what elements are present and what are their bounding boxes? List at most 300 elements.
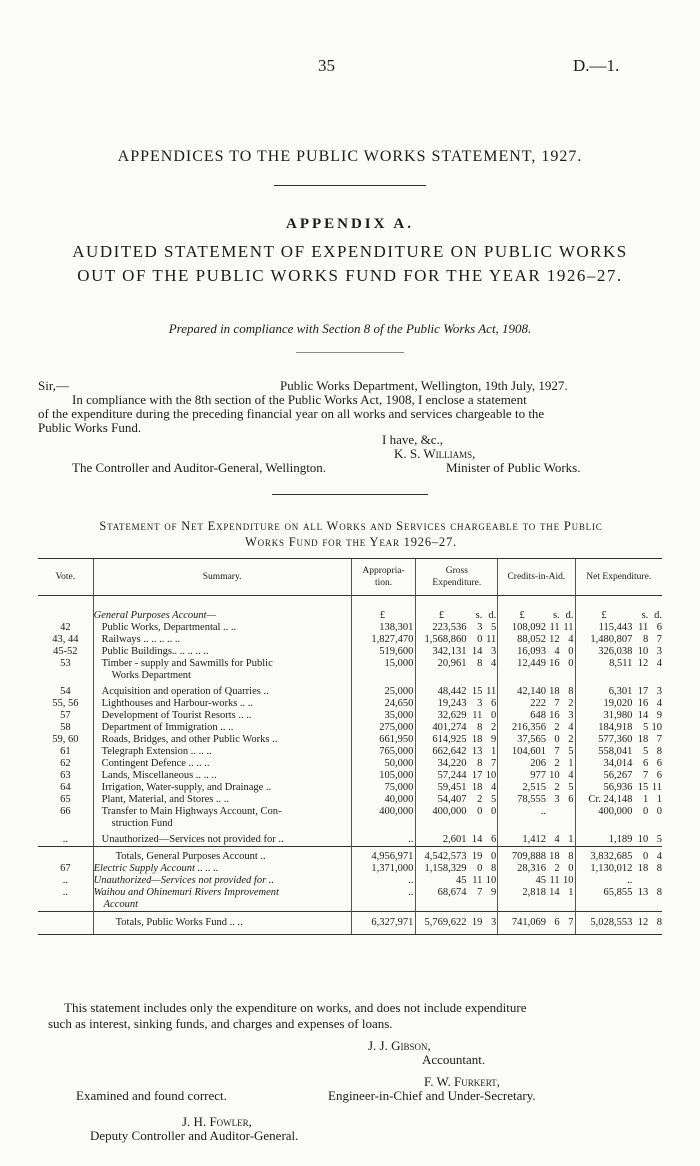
- vote-cell: 53: [60, 658, 71, 669]
- credits-shillings-cell: 0: [554, 734, 560, 745]
- credits-pence-cell: 6: [568, 794, 574, 805]
- net-shillings-cell: 13: [637, 887, 649, 898]
- summary-text: Lands, Miscellaneous .. .. ..: [101, 770, 217, 781]
- table-row: [38, 794, 662, 806]
- summary-cell: [93, 646, 351, 658]
- table-row: [38, 698, 662, 710]
- spacer: [498, 596, 575, 611]
- unit-label: £: [416, 610, 467, 622]
- net-shillings-cell: 8: [643, 634, 649, 645]
- net-shillings-cell: 18: [637, 734, 649, 745]
- summary-cell: [93, 682, 351, 698]
- net-shillings-cell: 10: [637, 834, 649, 845]
- net-pence-cell: 5: [656, 834, 662, 845]
- statement-heading: [37, 518, 665, 550]
- net-shillings-cell: 11: [638, 622, 649, 633]
- net-shillings-cell: 10: [637, 646, 649, 657]
- note-line: This statement includes only the expenditure on works, and does not include expenditure: [64, 1000, 527, 1015]
- credits-pence-cell: 11: [563, 622, 574, 633]
- summary-cell: [93, 794, 351, 806]
- net-pence-cell: 6: [656, 758, 662, 769]
- summary-cell: [93, 634, 351, 646]
- credits-shillings-cell: 4: [554, 834, 560, 845]
- net-pence-cell: 3: [656, 646, 662, 657]
- header-gross: [416, 559, 498, 596]
- signature-name: J. J. Gibson,: [368, 1038, 431, 1053]
- gross-pence-cell: 6: [490, 834, 497, 845]
- summary-text: Unauthorized—Services not provided for ..: [93, 875, 275, 886]
- vote-cell: 64: [60, 782, 71, 793]
- gross-pounds-cell: 1,158,329: [416, 863, 467, 875]
- appropriation-cell: 6,327,971: [351, 912, 416, 935]
- summary-cell: [93, 830, 351, 847]
- gross-shillings-cell: 0: [477, 863, 483, 874]
- header-credits: Credits-in-Aid.: [498, 559, 575, 596]
- prepared-note: Prepared in compliance with Section 8 of the Public Works Act, 1908.: [168, 321, 532, 336]
- net-shillings-cell: 17: [637, 686, 649, 697]
- net-pounds-cell: 1,130,012: [575, 863, 632, 875]
- divider: [272, 494, 428, 495]
- gross-shillings-cell: 14: [471, 646, 483, 657]
- gross-pounds-cell: 401,274: [416, 722, 467, 734]
- credits-pence-cell: 1: [568, 887, 574, 898]
- appropriation-cell: 105,000: [351, 770, 416, 782]
- net-pounds-cell: 56,936: [575, 782, 632, 794]
- summary-text: Roads, Bridges, and other Public Works ..: [101, 734, 278, 745]
- gross-shillings-cell: 14: [471, 834, 483, 845]
- summary-cell: [93, 806, 351, 830]
- credits-pounds-cell: 977: [498, 770, 546, 782]
- gross-shillings-cell: 11: [472, 710, 483, 721]
- credits-pounds-cell: ..: [498, 806, 546, 830]
- credits-shillings-cell: 2: [554, 782, 560, 793]
- summary-text-continued: Works Department: [111, 670, 191, 681]
- credits-shillings-cell: 2: [554, 722, 560, 733]
- net-shillings-cell: 6: [643, 758, 649, 769]
- appropriation-cell: 138,301: [351, 622, 416, 634]
- credits-pence-cell: 0: [568, 863, 574, 874]
- gross-shillings-cell: 17: [471, 770, 483, 781]
- vote-cell: 55, 56: [52, 698, 79, 709]
- gross-pence-cell: 0: [482, 847, 497, 864]
- credits-pounds-cell: 12,449: [498, 658, 546, 682]
- appropriation-cell: 24,650: [351, 698, 416, 710]
- credits-pounds-cell: 16,093: [498, 646, 546, 658]
- divider: [274, 185, 426, 186]
- appropriation-cell: 25,000: [351, 682, 416, 698]
- summary-cell: [93, 782, 351, 794]
- net-pounds-cell: 184,918: [575, 722, 632, 734]
- table-row: [38, 710, 662, 722]
- net-shillings-cell: 18: [637, 863, 649, 874]
- unit-label: d.: [565, 610, 574, 621]
- main-heading-line: AUDITED STATEMENT OF EXPENDITURE ON PUBLIC WORKS: [72, 242, 628, 261]
- unit-label: s.: [641, 610, 649, 621]
- credits-pounds-cell: 88,052: [498, 634, 546, 646]
- appropriation-cell: 661,950: [351, 734, 416, 746]
- net-pence-cell: [648, 875, 662, 887]
- gross-pence-cell: 2: [490, 722, 497, 733]
- summary-cell: [93, 658, 351, 682]
- summary-text: Electric Supply Account .. .. ..: [93, 863, 219, 874]
- credits-shillings-cell: 16: [549, 658, 560, 669]
- table-row: [38, 863, 662, 875]
- summary-text: Railways .. .. .. .. ..: [101, 634, 181, 645]
- gross-pence-cell: 1: [490, 746, 497, 757]
- credits-pounds-cell: 2,515: [498, 782, 546, 794]
- note-line: such as interest, sinking funds, and charges and expenses of loans.: [48, 1016, 393, 1031]
- vote-cell: 45-52: [53, 646, 78, 657]
- summary-cell: [93, 847, 351, 864]
- gross-shillings-cell: 11: [472, 875, 483, 886]
- credits-pounds-cell: 648: [498, 710, 546, 722]
- credits-pence-cell: 0: [568, 646, 574, 657]
- credits-pounds-cell: 2,818: [498, 887, 546, 912]
- net-pence-cell: 1: [656, 794, 662, 805]
- spacer-row: [38, 596, 662, 611]
- credits-pence-cell: 3: [568, 710, 574, 721]
- net-pounds-cell: ..: [575, 875, 632, 887]
- units-row: [38, 610, 662, 622]
- vote-cell: 61: [60, 746, 71, 757]
- gross-pounds-cell: 34,220: [416, 758, 467, 770]
- summary-text-continued: struction Fund: [111, 818, 173, 829]
- gross-shillings-cell: 8: [477, 658, 483, 669]
- signature-title: Accountant.: [422, 1052, 486, 1067]
- grand-total-row: [38, 912, 662, 935]
- net-pence-cell: 7: [656, 634, 662, 645]
- page-number: 35: [318, 56, 335, 75]
- net-shillings-cell: 15: [637, 782, 649, 793]
- summary-text: Timber - supply and Sawmills for Public: [101, 658, 273, 669]
- gross-pounds-cell: 48,442: [416, 682, 467, 698]
- appropriation-cell: 400,000: [351, 806, 416, 830]
- expenditure-table: [38, 558, 662, 935]
- summary-text: Waihou and Ohinemuri Rivers Improvement: [93, 887, 279, 898]
- net-pence-cell: 4: [656, 698, 662, 709]
- gross-shillings-cell: 0: [477, 634, 483, 645]
- credits-shillings-cell: 16: [549, 710, 560, 721]
- net-shillings-cell: 0: [643, 806, 649, 817]
- section-label: General Purposes Account—: [93, 610, 351, 622]
- summary-text: Contingent Defence .. .. ..: [101, 758, 210, 769]
- credits-pounds-cell: 1,412: [498, 830, 546, 847]
- table-row: [38, 658, 662, 682]
- credits-shillings-cell: 2: [554, 758, 560, 769]
- net-pounds-cell: 56,267: [575, 770, 632, 782]
- gross-pounds-cell: 4,542,573: [416, 847, 467, 864]
- vote-cell: 66: [60, 806, 71, 817]
- vote-cell: 42: [60, 622, 71, 633]
- examined-note: Examined and found correct.: [76, 1088, 227, 1103]
- summary-text: Plant, Material, and Stores .. ..: [101, 794, 230, 805]
- net-pence-cell: 8: [656, 746, 662, 757]
- unit-label: d.: [488, 610, 497, 621]
- signature-title: Engineer-in-Chief and Under-Secretary.: [328, 1088, 536, 1103]
- table-row: [38, 887, 662, 912]
- gross-shillings-cell: 18: [471, 782, 483, 793]
- appropriation-cell: 15,000: [351, 658, 416, 682]
- net-pounds-cell: 5,028,553: [575, 912, 632, 935]
- spacer: [93, 596, 351, 611]
- credits-shillings-cell: 11: [549, 622, 560, 633]
- gross-shillings-cell: 18: [471, 734, 483, 745]
- statement-heading-line: Works Fund for the Year 1926–27.: [245, 535, 457, 549]
- summary-text: Development of Tourist Resorts .. ..: [101, 710, 252, 721]
- gross-pence-cell: 4: [490, 782, 497, 793]
- summary-cell: [93, 722, 351, 734]
- credits-pence-cell: 4: [568, 770, 574, 781]
- signature-title: Deputy Controller and Auditor-General.: [90, 1128, 299, 1143]
- credits-pounds-cell: 709,888: [498, 847, 546, 864]
- net-pounds-cell: 326,038: [575, 646, 632, 658]
- net-pounds-cell: 1,189: [575, 830, 632, 847]
- appropriation-cell: ..: [351, 830, 416, 847]
- vote-cell: [38, 847, 93, 864]
- credits-shillings-cell: 18: [549, 686, 560, 697]
- letter-body-line: of the expenditure during the preceding financial year on all works and services chargeable to the: [38, 406, 545, 421]
- table-row: [38, 875, 662, 887]
- summary-cell: [93, 887, 351, 912]
- table-row: [38, 622, 662, 634]
- vote-cell: 57: [60, 710, 71, 721]
- table-row: [38, 646, 662, 658]
- net-shillings-cell: 0: [632, 847, 648, 864]
- unit-label: d.: [654, 610, 662, 621]
- letter-signatory-title: Minister of Public Works.: [446, 460, 581, 475]
- net-shillings-cell: 5: [643, 722, 649, 733]
- credits-pounds-cell: 78,555: [498, 794, 546, 806]
- summary-text: Irrigation, Water-supply, and Drainage ..: [101, 782, 272, 793]
- credits-pence-cell: 2: [568, 734, 574, 745]
- vote-cell: [38, 912, 93, 935]
- gross-pounds-cell: 223,536: [416, 622, 467, 634]
- credits-pence-cell: 5: [568, 782, 574, 793]
- net-pence-cell: 6: [656, 622, 662, 633]
- net-pence-cell: 6: [656, 770, 662, 781]
- gross-pounds-cell: 45: [416, 875, 467, 887]
- credits-shillings-cell: 2: [554, 863, 560, 874]
- summary-cell: [93, 734, 351, 746]
- gross-pounds-cell: 662,642: [416, 746, 467, 758]
- net-pence-cell: 4: [656, 658, 662, 669]
- table-row: [38, 758, 662, 770]
- gross-shillings-cell: 3: [477, 622, 483, 633]
- summary-text: Acquisition and operation of Quarries ..: [101, 686, 269, 697]
- letter-addressee: The Controller and Auditor-General, Wellington.: [72, 460, 327, 475]
- gross-pence-cell: 0: [490, 806, 497, 817]
- vote-cell: 43, 44: [52, 634, 79, 645]
- spacer: [575, 596, 662, 611]
- vote-cell: ..: [62, 875, 68, 886]
- gross-pounds-cell: 54,407: [416, 794, 467, 806]
- vote-cell: 58: [60, 722, 71, 733]
- spacer: [38, 596, 93, 611]
- gross-pence-cell: 4: [490, 658, 497, 669]
- gross-shillings-cell: 8: [477, 722, 483, 733]
- vote-cell: 59, 60: [52, 734, 79, 745]
- gross-shillings-cell: 2: [477, 794, 483, 805]
- credits-pence-cell: 10: [563, 875, 574, 886]
- gross-pounds-cell: 2,601: [416, 830, 467, 847]
- credits-pounds-cell: 42,140: [498, 682, 546, 698]
- appendix-label: APPENDIX A.: [285, 216, 414, 232]
- letter-closing: I have, &c.,: [382, 432, 444, 447]
- header-gross-line1: Gross: [445, 566, 468, 576]
- vote-cell: ..: [62, 887, 68, 898]
- table-row: [38, 746, 662, 758]
- unit-label: s.: [475, 610, 483, 621]
- statement-heading-line: Statement of Net Expenditure on all Works and Services chargeable to the Public: [99, 519, 603, 533]
- credits-shillings-cell: 4: [554, 646, 560, 657]
- credits-pence-cell: 1: [568, 758, 574, 769]
- net-shillings-cell: 12: [632, 912, 648, 935]
- net-shillings-cell: 16: [637, 698, 649, 709]
- summary-cell: [93, 912, 351, 935]
- gross-pence-cell: 9: [490, 734, 497, 745]
- net-pence-cell: 9: [656, 710, 662, 721]
- summary-text: Transfer to Main Highways Account, Con-: [101, 806, 282, 817]
- credits-pounds-cell: 28,316: [498, 863, 546, 875]
- appropriation-cell: ..: [351, 875, 416, 887]
- spacer: [351, 596, 416, 611]
- gross-pounds-cell: 68,674: [416, 887, 467, 912]
- summary-cell: [93, 758, 351, 770]
- gross-pounds-cell: 32,629: [416, 710, 467, 722]
- table-header-row: [38, 559, 662, 596]
- vote-cell: 63: [60, 770, 71, 781]
- net-shillings-cell: 1: [643, 794, 649, 805]
- totals-row: [38, 847, 662, 864]
- appropriation-cell: 519,600: [351, 646, 416, 658]
- appropriation-cell: 35,000: [351, 710, 416, 722]
- credits-shillings-cell: 7: [554, 746, 560, 757]
- gross-pounds-cell: 19,243: [416, 698, 467, 710]
- net-pence-cell: 7: [656, 734, 662, 745]
- credits-shillings-cell: 10: [549, 770, 560, 781]
- net-pence-cell: 0: [656, 806, 662, 817]
- net-pounds-cell: Cr. 24,148: [575, 794, 632, 806]
- credits-pence-cell: 4: [568, 722, 574, 733]
- credits-pounds-cell: 104,601: [498, 746, 546, 758]
- gross-pence-cell: 10: [485, 875, 497, 886]
- vote-cell: 62: [60, 758, 71, 769]
- gross-pence-cell: 11: [486, 634, 497, 645]
- credits-pence-cell: 7: [560, 912, 575, 935]
- appropriation-cell: 50,000: [351, 758, 416, 770]
- gross-shillings-cell: 0: [477, 806, 483, 817]
- divider: [296, 352, 404, 353]
- credits-shillings-cell: 11: [549, 875, 560, 886]
- credits-pence-cell: 1: [568, 834, 574, 845]
- document-title: APPENDICES TO THE PUBLIC WORKS STATEMENT, 1927.: [117, 148, 583, 165]
- appropriation-cell: 1,371,000: [351, 863, 416, 875]
- net-pence-cell: 11: [651, 782, 662, 793]
- gross-pence-cell: 3: [490, 646, 497, 657]
- credits-pounds-cell: 45: [498, 875, 546, 887]
- letter-body-line: Public Works Fund.: [38, 420, 142, 435]
- appropriation-cell: 1,827,470: [351, 634, 416, 646]
- credits-shillings-cell: 3: [554, 794, 560, 805]
- letter-body-line: In compliance with the 8th section of the Public Works Act, 1908, I enclose a statement: [72, 392, 527, 407]
- credits-pence-cell: [560, 806, 575, 830]
- net-pence-cell: 10: [651, 722, 662, 733]
- gross-pence-cell: 11: [486, 686, 497, 697]
- gross-pounds-cell: 1,568,860: [416, 634, 467, 646]
- header-gross-line2: Expenditure.: [432, 578, 482, 588]
- summary-cell: [93, 770, 351, 782]
- net-pounds-cell: 1,480,807: [575, 634, 632, 646]
- credits-pounds-cell: 741,069: [498, 912, 546, 935]
- gross-pence-cell: 9: [490, 887, 497, 898]
- gross-pounds-cell: 57,244: [416, 770, 467, 782]
- net-pounds-cell: 577,360: [575, 734, 632, 746]
- net-pence-cell: 8: [656, 863, 662, 874]
- signature-name: J. H. Fowler,: [182, 1114, 252, 1129]
- credits-pounds-cell: 206: [498, 758, 546, 770]
- appropriation-cell: 275,000: [351, 722, 416, 734]
- net-pence-cell: 3: [656, 686, 662, 697]
- net-pounds-cell: 3,832,685: [575, 847, 632, 864]
- table-row: [38, 682, 662, 698]
- net-shillings-cell: 7: [643, 770, 649, 781]
- gross-pence-cell: 8: [490, 863, 497, 874]
- salutation: Sir,—: [38, 378, 69, 393]
- main-heading: [40, 240, 660, 288]
- credits-pounds-cell: 37,565: [498, 734, 546, 746]
- net-pounds-cell: 115,443: [575, 622, 632, 634]
- gross-pounds-cell: 59,451: [416, 782, 467, 794]
- dateline: Public Works Department, Wellington, 19th July, 1927.: [280, 378, 568, 393]
- net-pounds-cell: 19,020: [575, 698, 632, 710]
- appropriation-cell: 765,000: [351, 746, 416, 758]
- credits-shillings-cell: 18: [546, 847, 560, 864]
- net-pence-cell: 8: [656, 887, 662, 898]
- spacer: [416, 596, 498, 611]
- summary-cell: [93, 746, 351, 758]
- net-pounds-cell: 31,980: [575, 710, 632, 722]
- unit-label: £: [498, 610, 546, 622]
- summary-text: Totals, General Purposes Account ..: [115, 851, 266, 862]
- net-shillings-cell: 5: [643, 746, 649, 757]
- gross-pence-cell: 3: [482, 912, 497, 935]
- summary-cell: [93, 698, 351, 710]
- header-appropriation: [351, 559, 416, 596]
- credits-pounds-cell: 216,356: [498, 722, 546, 734]
- header-appropriation-line1: Appropria-: [362, 566, 405, 576]
- gross-pence-cell: 7: [490, 758, 497, 769]
- gross-pence-cell: 10: [485, 770, 497, 781]
- credits-pence-cell: 0: [568, 658, 574, 669]
- summary-text: Lighthouses and Harbour-works .. ..: [101, 698, 254, 709]
- vote-cell: 65: [60, 794, 71, 805]
- gross-pounds-cell: 20,961: [416, 658, 467, 682]
- table-row: [38, 770, 662, 782]
- gross-pounds-cell: 614,925: [416, 734, 467, 746]
- net-pence-cell: 4: [648, 847, 662, 864]
- appropriation-cell: 4,956,971: [351, 847, 416, 864]
- net-pence-cell: 8: [648, 912, 662, 935]
- summary-text: Unauthorized—Services not provided for ..: [101, 834, 284, 845]
- credits-pence-cell: 8: [568, 686, 574, 697]
- vote-cell: [38, 610, 93, 622]
- header-vote: Vote.: [38, 559, 93, 596]
- net-shillings-cell: 14: [637, 710, 649, 721]
- credits-pounds-cell: 108,092: [498, 622, 546, 634]
- gross-shillings-cell: 3: [477, 698, 483, 709]
- credits-shillings-cell: 7: [554, 698, 560, 709]
- header-net: Net Expenditure.: [575, 559, 662, 596]
